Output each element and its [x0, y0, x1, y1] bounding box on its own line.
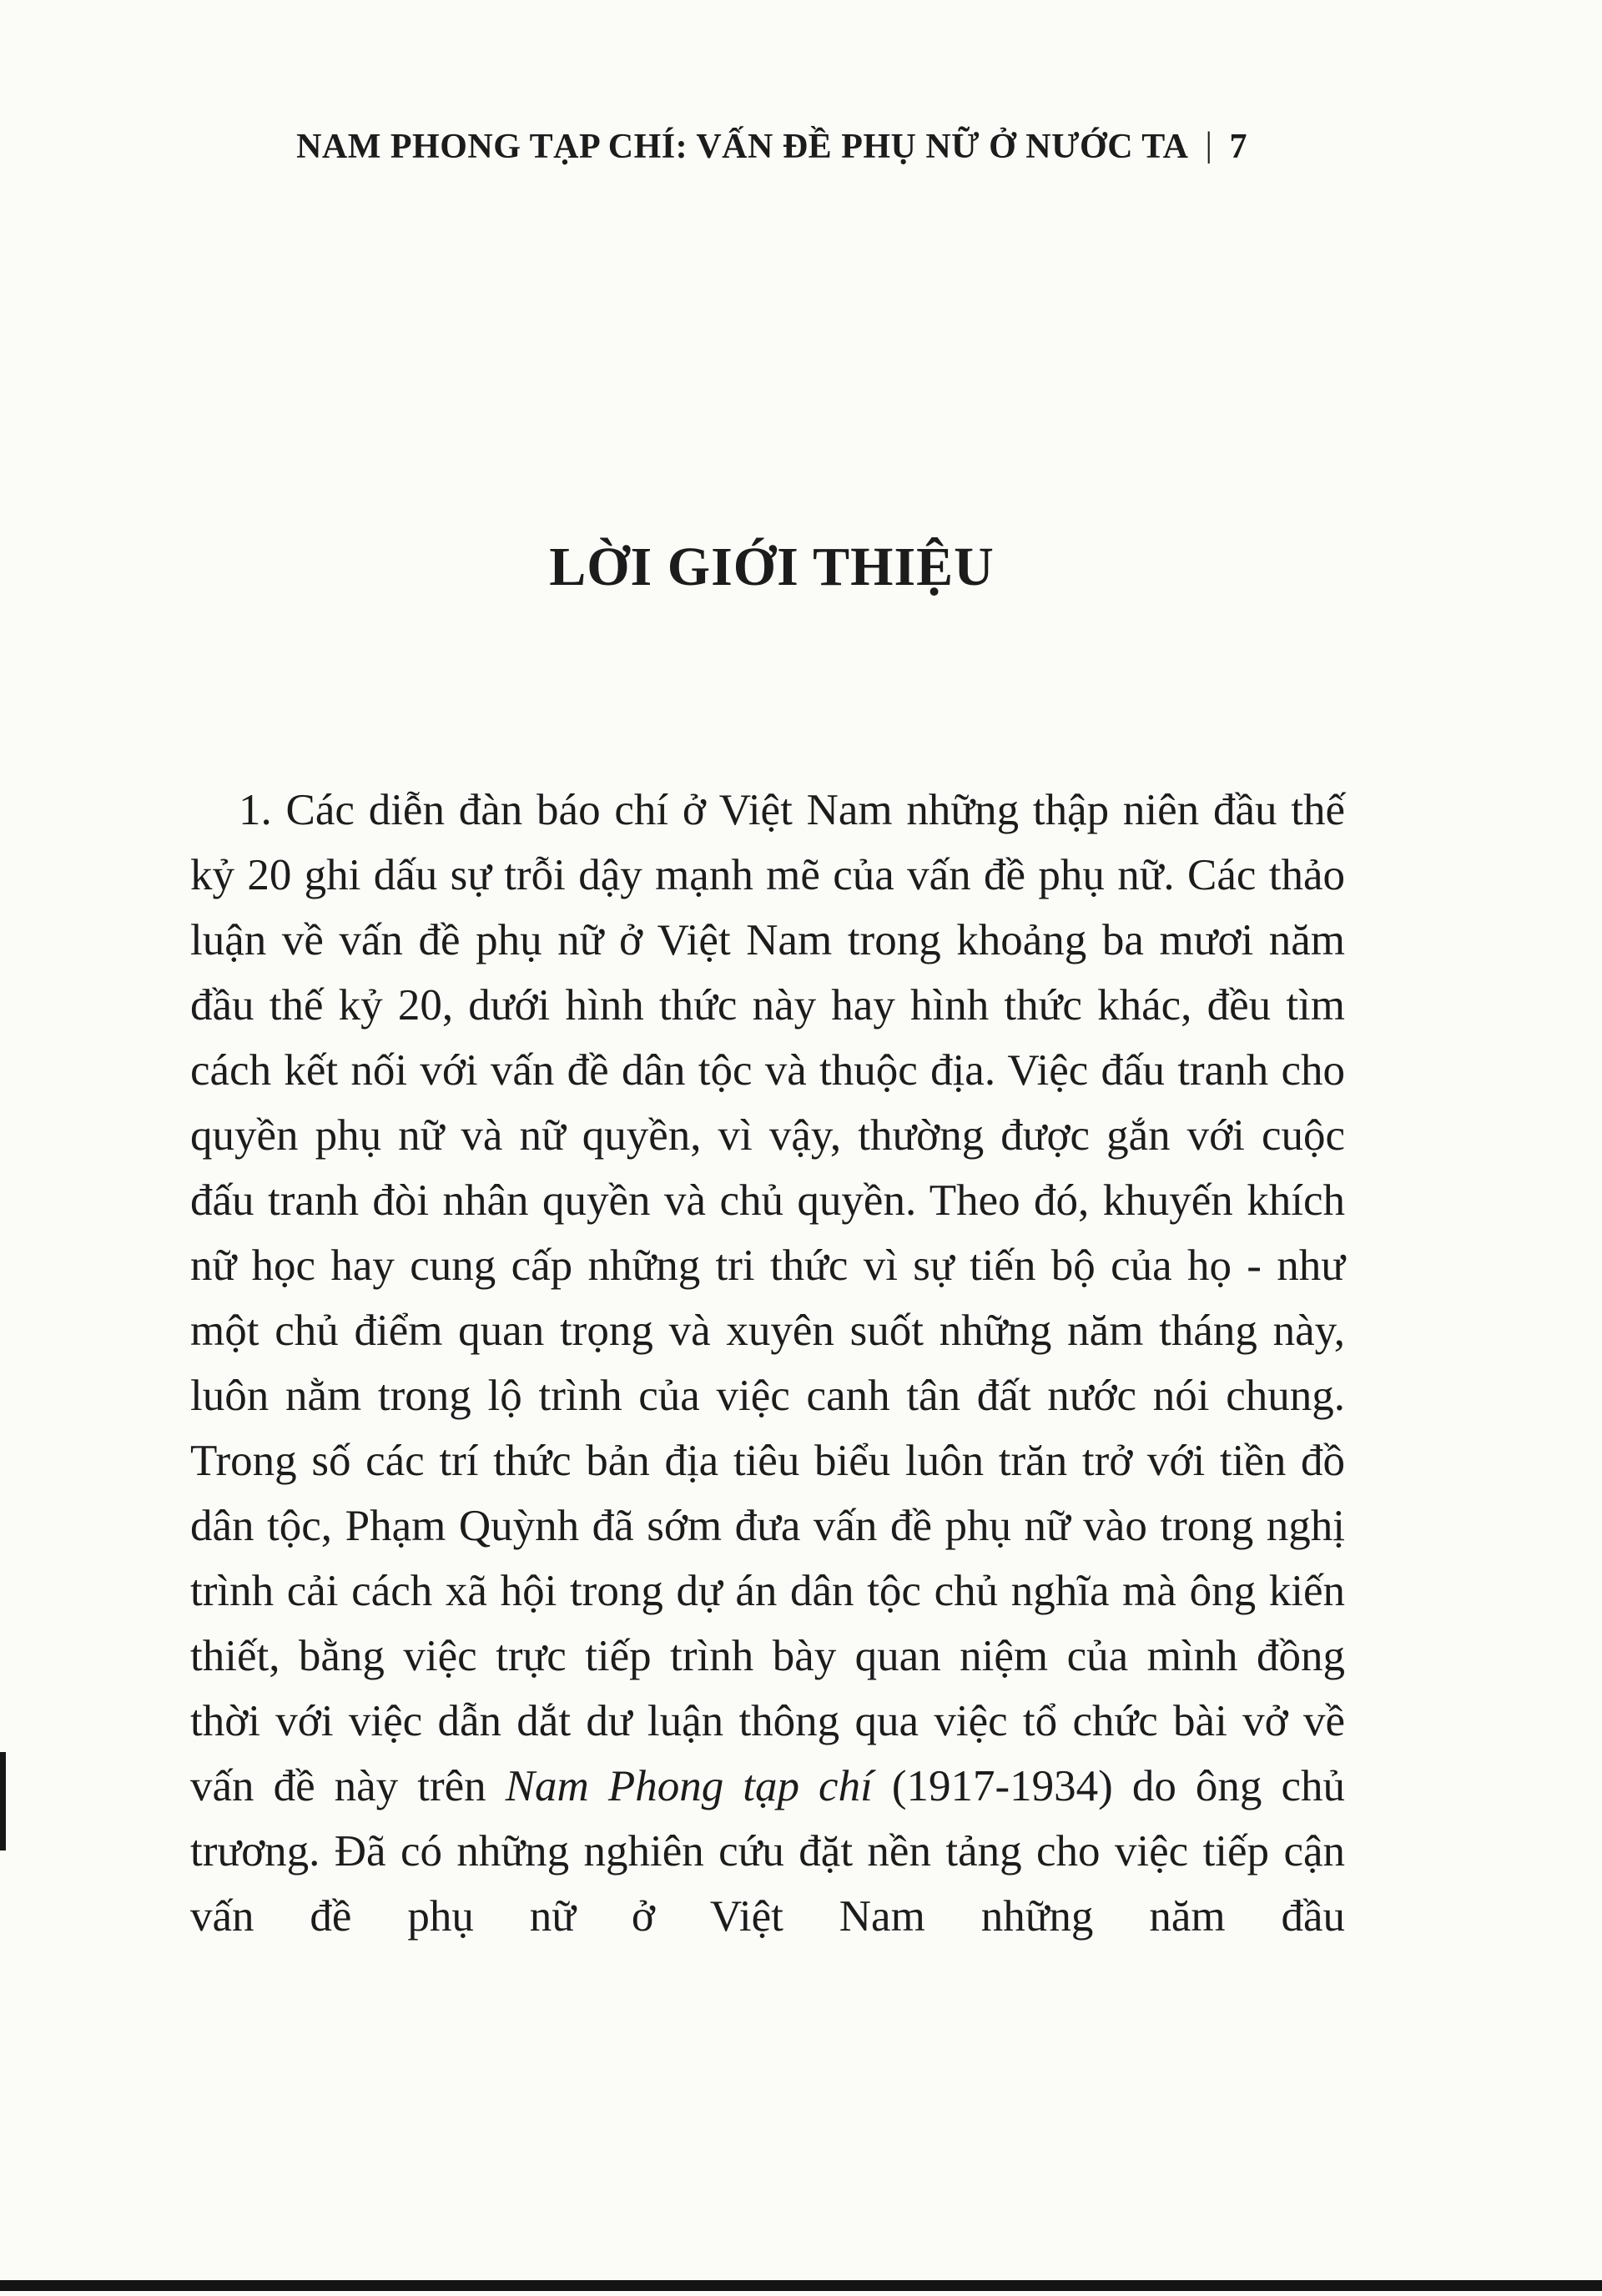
- paragraph-text: 1. Các diễn đàn báo chí ở Việt Nam những thập niên đầu thế kỷ 20 ghi dấu sự trỗi dậy mạnh mẽ của vấn đề phụ nữ. Các thảo luận về vấn đề phụ nữ ở Việt Nam trong khoảng ba mươi năm đầu thế kỷ 20, dưới hình thức này hay hình thức khác, đều tìm cách kết nối với vấn đề dân tộc và thuộc địa. Việc đấu tranh cho quyền phụ nữ và nữ quyền, vì vậy, thường được gắn với cuộc đấu tranh đòi nhân quyền và chủ quyền. Theo đó, khuyến khích nữ học hay cung cấp những tri thức vì sự tiến bộ của họ - như một chủ điểm quan trọng và xuyên suốt những năm tháng này, luôn nằm trong lộ trình của việc canh tân đất nước nói chung. Trong số các trí thức bản địa tiêu biểu luôn trăn trở với tiền đồ dân tộc, Phạm Quỳnh đã sớm đưa vấn đề phụ nữ vào trong nghị trình cải cách xã hội trong dự án dân tộc chủ nghĩa mà ông kiến thiết, bằng việc trực tiếp trình bày quan niệm của mình đồng thời với việc dẫn dắt dư luận thông qua việc tổ chức bài vở về vấn đề này trên: [190, 786, 1345, 1810]
- chapter-title: LỜI GIỚI THIỆU: [549, 536, 995, 597]
- scan-artifact-left-edge: [0, 1752, 6, 1850]
- header-separator: |: [1205, 126, 1213, 164]
- journal-title-italic: Nam Phong tạp chí: [505, 1762, 873, 1810]
- paragraph-text-continued: (1917-1934) do ông chủ trương. Đã có những nghiên cứu đặt nền tảng cho việc tiếp cận vấn đề phụ nữ ở Việt Nam những năm đầu: [190, 1762, 1345, 1941]
- body-paragraph: [190, 778, 1345, 1949]
- page-header: [192, 127, 1352, 167]
- scan-artifact-bottom-bar: [0, 2280, 1602, 2291]
- running-head-title: NAM PHONG TẠP CHÍ: VẤN ĐỀ PHỤ NỮ Ở NƯỚC TA: [296, 128, 1189, 166]
- page-number: 7: [1229, 128, 1247, 166]
